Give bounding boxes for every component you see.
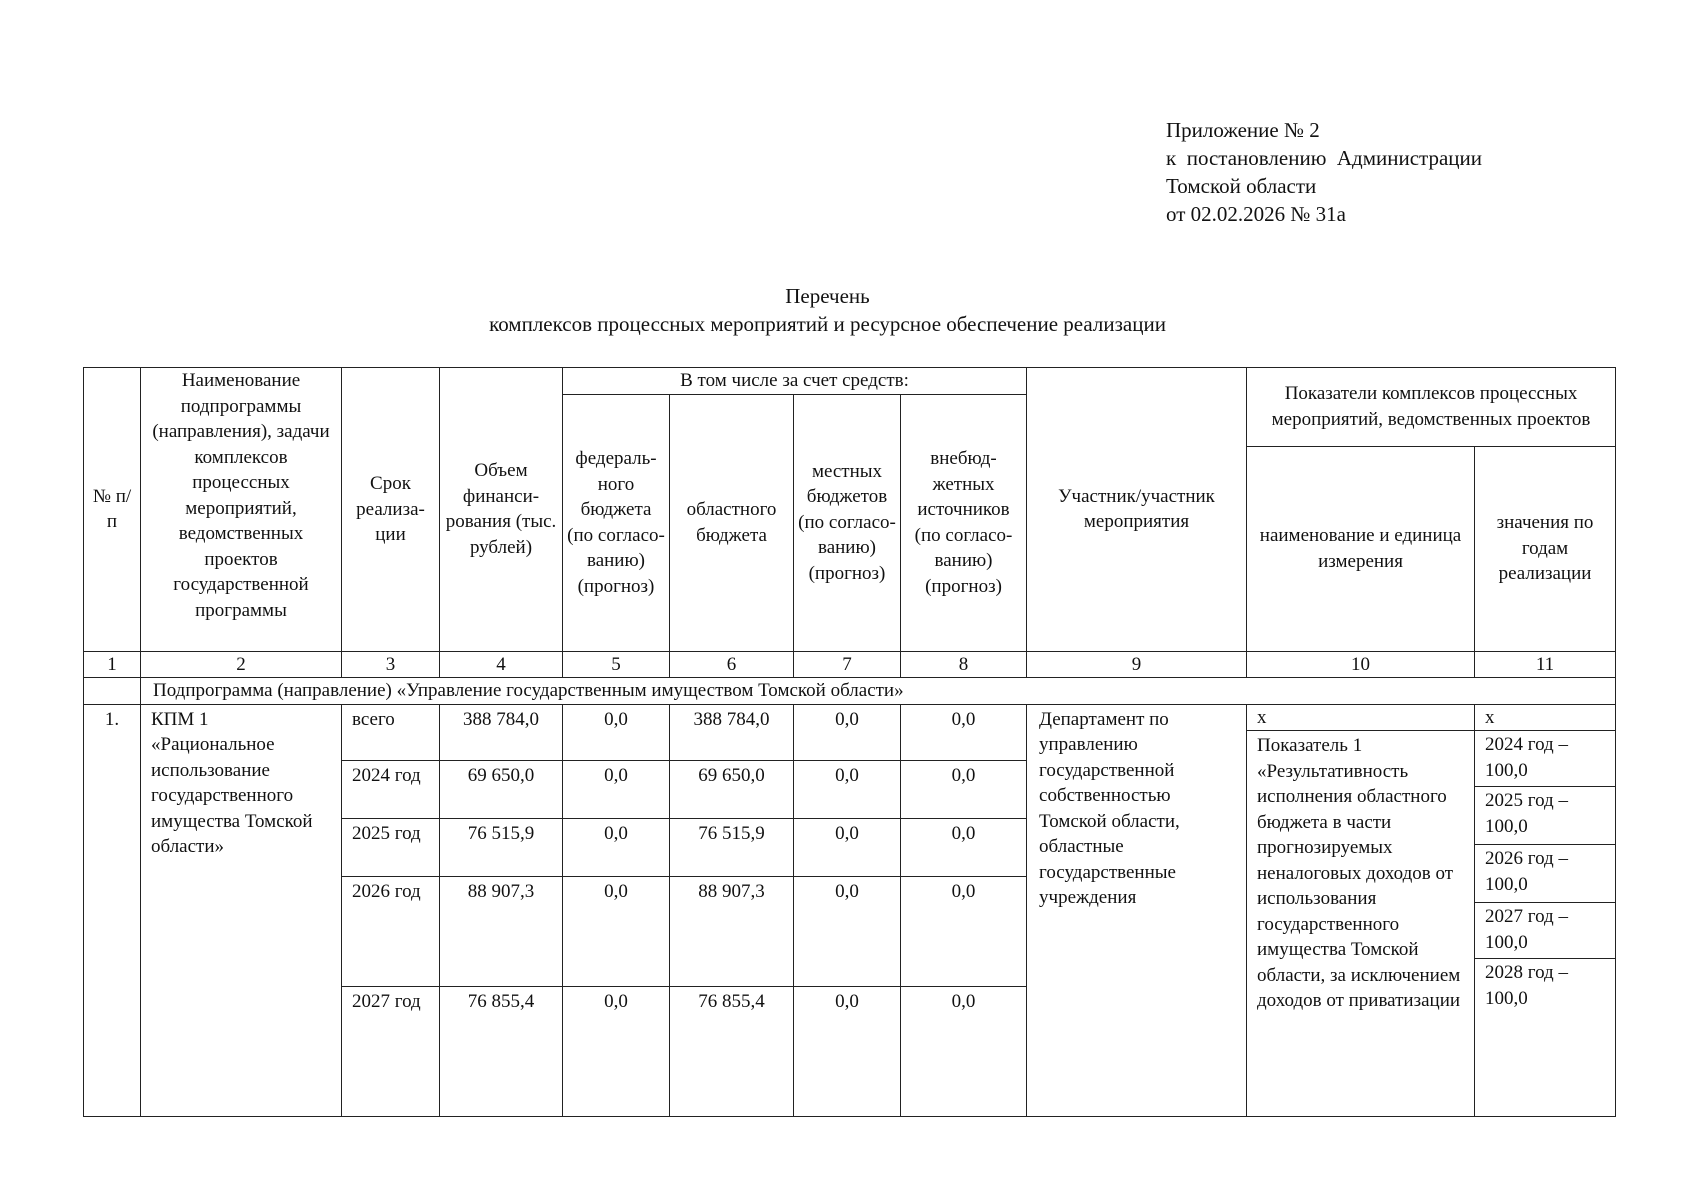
column-number: 5	[563, 651, 670, 678]
regional-cell: 69 650,0	[670, 761, 794, 819]
item-num: 1.	[84, 704, 141, 1117]
extra-cell: 0,0	[901, 704, 1027, 761]
header-participant: Участник/участник мероприятия	[1027, 368, 1247, 652]
subprogram-num-cell	[84, 678, 141, 705]
header-extra: внебюд-жетных источников (по согласо-ванию) (прогноз)	[901, 394, 1027, 651]
local-cell: 0,0	[794, 704, 901, 761]
column-number-row	[84, 651, 1616, 678]
local-cell: 0,0	[794, 877, 901, 987]
header-regional: областного бюджета	[670, 394, 794, 651]
extra-cell: 0,0	[901, 819, 1027, 877]
volume-cell: 69 650,0	[440, 761, 563, 819]
indicator-year-value: 2027 год – 100,0	[1475, 903, 1616, 959]
volume-cell: 88 907,3	[440, 877, 563, 987]
header-term: Срок реализа-ции	[342, 368, 440, 652]
header-including: В том числе за счет средств:	[563, 368, 1027, 395]
volume-cell: 388 784,0	[440, 704, 563, 761]
federal-cell: 0,0	[563, 819, 670, 877]
appendix-line: Томской области	[1166, 174, 1317, 198]
title-line: Перечень	[785, 284, 870, 308]
local-cell: 0,0	[794, 819, 901, 877]
term-cell: 2025 год	[342, 819, 440, 877]
header-ind-name: наименование и единица измерения	[1247, 446, 1475, 651]
federal-cell: 0,0	[563, 761, 670, 819]
header-volume: Объем финанси-рования (тыс. рублей)	[440, 368, 563, 652]
column-number: 1	[84, 651, 141, 678]
participant-cell: Департамент по управлению государственной собственностью Томской области, областные государственные учреждения	[1027, 704, 1247, 1117]
column-number: 7	[794, 651, 901, 678]
appendix-line: от 02.02.2026 № 31а	[1166, 202, 1347, 226]
indicator-year-value: 2025 год – 100,0	[1475, 787, 1616, 845]
item-name: КПМ 1 «Рациональное использование государственного имущества Томской области»	[141, 704, 342, 1117]
term-cell: всего	[342, 704, 440, 761]
volume-cell: 76 855,4	[440, 987, 563, 1117]
program-table	[83, 367, 1616, 1117]
term-cell: 2027 год	[342, 987, 440, 1117]
document-title	[0, 282, 1655, 338]
header-local: местных бюджетов (по согласо-ванию) (прогноз)	[794, 394, 901, 651]
regional-cell: 76 515,9	[670, 819, 794, 877]
indicator-year-value: 2024 год – 100,0	[1475, 731, 1616, 787]
header-name: Наименование подпрограммы (направления), задачи комплексов процессных мероприятий, ведомственных проектов государственной программы	[141, 368, 342, 652]
federal-cell: 0,0	[563, 987, 670, 1117]
header-federal: федераль-ного бюджета (по согласо-ванию) (прогноз)	[563, 394, 670, 651]
regional-cell: 388 784,0	[670, 704, 794, 761]
local-cell: 0,0	[794, 987, 901, 1117]
term-cell: 2026 год	[342, 877, 440, 987]
appendix-block	[1166, 116, 1482, 228]
header-num: № п/п	[84, 368, 141, 652]
indicator-year-value: 2026 год – 100,0	[1475, 845, 1616, 903]
column-number: 2	[141, 651, 342, 678]
subprogram-title: Подпрограмма (направление) «Управление государственным имуществом Томской области»	[141, 678, 1616, 705]
column-number: 4	[440, 651, 563, 678]
extra-cell: 0,0	[901, 877, 1027, 987]
column-number: 3	[342, 651, 440, 678]
indicator-name: Показатель 1 «Результативность исполнения областного бюджета в части прогнозируемых неналоговых доходов от использования государственного имущества Томской области, за исключением доходов от приватизации	[1247, 731, 1475, 1117]
indicator-x-name: х	[1247, 704, 1475, 731]
term-cell: 2024 год	[342, 761, 440, 819]
header-ind-values: значения по годам реализации	[1475, 446, 1616, 651]
regional-cell: 88 907,3	[670, 877, 794, 987]
column-number: 6	[670, 651, 794, 678]
extra-cell: 0,0	[901, 987, 1027, 1117]
column-number: 10	[1247, 651, 1475, 678]
regional-cell: 76 855,4	[670, 987, 794, 1117]
header-indicators: Показатели комплексов процессных мероприятий, ведомственных проектов	[1247, 368, 1616, 447]
indicator-x-value: х	[1475, 704, 1616, 731]
appendix-line: Приложение № 2	[1166, 118, 1320, 142]
column-number: 11	[1475, 651, 1616, 678]
column-number: 8	[901, 651, 1027, 678]
appendix-line: к постановлению Администрации	[1166, 146, 1483, 170]
federal-cell: 0,0	[563, 877, 670, 987]
volume-cell: 76 515,9	[440, 819, 563, 877]
local-cell: 0,0	[794, 761, 901, 819]
title-line: комплексов процессных мероприятий и ресурсное обеспечение реализации	[489, 312, 1166, 336]
indicator-year-value: 2028 год – 100,0	[1475, 959, 1616, 1117]
column-number: 9	[1027, 651, 1247, 678]
federal-cell: 0,0	[563, 704, 670, 761]
extra-cell: 0,0	[901, 761, 1027, 819]
